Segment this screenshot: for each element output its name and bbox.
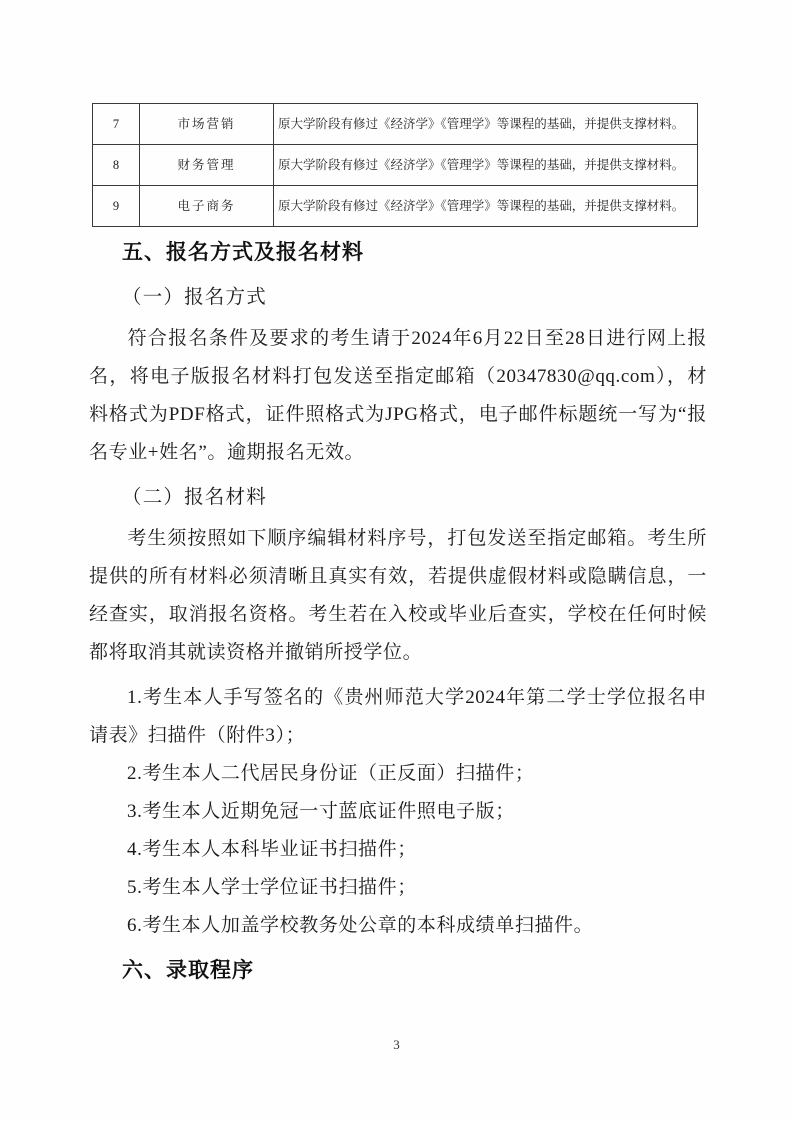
row-requirement-cell: 原大学阶段有修过《经济学》《管理学》等课程的基础，并提供支撑材料。 bbox=[274, 104, 698, 145]
list-item-text: 2.考生本人二代居民身份证（正反面）扫描件； bbox=[127, 763, 535, 784]
materials-paragraph bbox=[89, 520, 707, 672]
list-item-text: 5.考生本人学士学位证书扫描件； bbox=[127, 877, 417, 898]
list-item bbox=[89, 869, 707, 907]
page-number: 3 bbox=[393, 1037, 400, 1052]
list-item bbox=[89, 831, 707, 869]
paragraph-text: 符合报名条件及要求的考生请于2024年6月22日至28日进行网上报名，将电子版报名材料打包发送至指定邮箱（20347830@qq.com），材料格式为PDF格式，证件照格式为JPG格式，电子邮件标题统一写为“报名专业+姓名”。逾期报名无效。 bbox=[89, 328, 707, 463]
list-item-text: 3.考生本人近期免冠一寸蓝底证件照电子版； bbox=[127, 801, 515, 822]
paragraph-text: 考生须按照如下顺序编辑材料序号，打包发送至指定邮箱。考生所提供的所有材料必须清晰且真实有效，若提供虚假材料或隐瞒信息，一经查实，取消报名资格。考生若在入校或毕业后查实，学校在任何时候都将取消其就读资格并撤销所授学位。 bbox=[89, 528, 707, 663]
list-item bbox=[89, 793, 707, 831]
row-major-cell: 财务管理 bbox=[140, 145, 274, 186]
subsection-heading-two: （二）报名材料 bbox=[122, 487, 267, 508]
list-item-text: 1.考生本人手写签名的《贵州师范大学2024年第二学士学位报名申请表》扫描件（附件3）； bbox=[89, 687, 707, 746]
list-item bbox=[89, 755, 707, 793]
row-requirement-cell: 原大学阶段有修过《经济学》《管理学》等课程的基础，并提供支撑材料。 bbox=[274, 186, 698, 227]
list-item-text: 6.考生本人加盖学校教务处公章的本科成绩单扫描件。 bbox=[127, 915, 594, 936]
table-row bbox=[93, 104, 698, 145]
row-index-cell: 7 bbox=[93, 104, 140, 145]
table-row bbox=[93, 186, 698, 227]
table-row bbox=[93, 145, 698, 186]
row-major-cell: 电子商务 bbox=[140, 186, 274, 227]
row-major-cell: 市场营销 bbox=[140, 104, 274, 145]
row-index-cell: 8 bbox=[93, 145, 140, 186]
section-heading-six: 六、录取程序 bbox=[122, 958, 254, 982]
table-body bbox=[93, 104, 698, 227]
list-item-text: 4.考生本人本科毕业证书扫描件； bbox=[127, 839, 417, 860]
list-item bbox=[89, 907, 707, 945]
row-requirement-cell: 原大学阶段有修过《经济学》《管理学》等课程的基础，并提供支撑材料。 bbox=[274, 145, 698, 186]
section-heading-five: 五、报名方式及报名材料 bbox=[122, 240, 364, 264]
signup-method-paragraph bbox=[89, 320, 707, 472]
list-item bbox=[89, 679, 707, 755]
subsection-heading-one: （一）报名方式 bbox=[122, 287, 267, 308]
row-index-cell: 9 bbox=[93, 186, 140, 227]
major-requirements-table bbox=[92, 103, 698, 227]
